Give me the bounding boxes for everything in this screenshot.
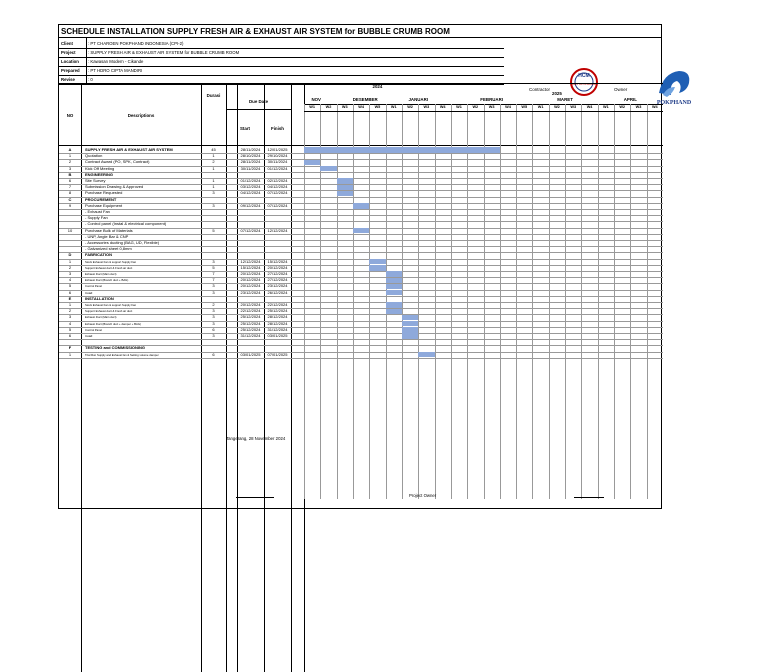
row-duration: 3 [212, 283, 215, 289]
row-description: Submission Drawing & Approved [85, 184, 144, 190]
row-description: Purchase Bulk of Materials [85, 227, 133, 233]
year-2025: 2025 [552, 91, 562, 96]
gantt-bar [402, 333, 418, 339]
row-no: 4 [68, 320, 72, 326]
year-2024: 2024 [372, 84, 383, 89]
row-duration: 6 [212, 326, 215, 332]
month-label: JANUARI [408, 97, 428, 102]
row-start: 04/12/2024 [240, 190, 261, 196]
row-finish: 01/12/2024 [267, 165, 288, 171]
row-duration: 3 [212, 308, 215, 314]
row-duration: 2 [212, 302, 215, 307]
row-no: 10 [67, 227, 73, 233]
row-duration: 7 [212, 277, 215, 283]
row-start: 09/12/2024 [240, 202, 261, 208]
contractor-label: Contractor [529, 87, 551, 92]
row-no: 1 [68, 351, 72, 357]
row-no: 6 [68, 333, 72, 338]
week-label: W2 [619, 105, 626, 109]
info-label: Project [61, 50, 76, 55]
row-duration: 2 [212, 159, 215, 165]
week-label: W2 [407, 105, 413, 109]
row-no: 2 [68, 264, 72, 270]
row-start: 28/10/2024 [240, 153, 261, 159]
row-description: ENGINEERING [85, 171, 114, 177]
row-description: Exhaust Duct (Branch duct + BAG) [85, 278, 129, 283]
row-finish: 29/10/2024 [267, 153, 288, 159]
row-finish: 28/12/2024 [267, 314, 288, 320]
gantt-bar [402, 321, 418, 327]
month-label: DESEMBER [352, 97, 378, 102]
row-finish: 03/01/2025 [267, 333, 288, 338]
week-divider-h [304, 111, 663, 112]
row-description: Support Exhaust duct & Fresh air duct [85, 265, 133, 270]
row-no: F [68, 345, 72, 351]
week-label: W5 [374, 105, 381, 109]
row-duration: 3 [212, 289, 215, 295]
row-no: 6 [68, 178, 72, 183]
month-label: APRIL [623, 97, 637, 102]
row-duration: 3 [212, 333, 215, 338]
row-description: Exhaust Duct (Main duct) [85, 272, 117, 276]
row-description: Purchase Requested [85, 190, 123, 196]
gantt-bar [304, 160, 320, 166]
row-no: 6 [68, 289, 72, 295]
row-start: 20/12/2024 [240, 302, 261, 307]
week-label: W1 [537, 105, 544, 109]
row-description: Contract Award (PO, SPK, Contract) [85, 159, 150, 165]
week-label: W4 [651, 105, 658, 109]
row-finish: 12/01/2025 [267, 147, 288, 152]
row-start: 20/12/2024 [240, 283, 261, 289]
week-label: W5 [521, 105, 528, 109]
row-finish: 31/12/2024 [267, 326, 288, 332]
row-finish: 07/12/2024 [267, 202, 288, 208]
row-no: 5 [68, 283, 72, 289]
row-no: 3 [68, 314, 72, 320]
row-description: TESTING and COMMISSIONING [85, 345, 146, 351]
row-duration: 6 [212, 351, 215, 357]
week-label: W3 [423, 105, 430, 109]
week-label: W1 [309, 105, 315, 109]
row-no: 1 [68, 302, 72, 307]
row-description: - UNP, Angle Bar & CNP [85, 233, 129, 239]
row-description: Quotation [85, 153, 103, 159]
week-label: W4 [358, 105, 364, 109]
row-finish: 28/12/2024 [267, 320, 288, 326]
week-label: W3 [635, 105, 642, 109]
row-duration: 5 [212, 227, 215, 233]
row-start: 03/12/2024 [240, 184, 261, 190]
row-description: Kick Off Meeting [85, 165, 115, 171]
info-label: Prepared [61, 68, 80, 73]
row-description: Exhaust Duct (Branch duct + damper + BAG) [85, 321, 141, 326]
row-no: 4 [68, 277, 72, 283]
row-no: 5 [68, 326, 72, 332]
week-label: W4 [439, 105, 446, 109]
row-duration: 3 [212, 190, 215, 196]
row-finish: 27/12/2024 [267, 271, 288, 276]
row-description: PROCUREMENT [85, 196, 117, 202]
col-duration-header: Durasi [206, 93, 221, 98]
row-description: - Control panel (Instal & electrical component) [85, 221, 167, 227]
week-label: W1 [456, 105, 462, 109]
project-owner-label: Project Owner [409, 493, 437, 498]
row-description: Control Panel [85, 284, 102, 289]
place-date: Tangerang, 28 November 2024 [226, 436, 286, 441]
row-start: 03/01/2025 [240, 351, 261, 357]
document-title: SCHEDULE INSTALLATION SUPPLY FRESH AIR & EXHAUST AIR SYSTEM for BUBBLE CRUMB ROOM [59, 25, 661, 38]
row-finish: 15/12/2024 [267, 258, 288, 264]
gantt-bar [369, 259, 385, 265]
row-finish: 30/11/2024 [267, 159, 288, 165]
row-no: 1 [68, 153, 72, 159]
row-description: INSTALLATION [85, 295, 114, 301]
row-description: Stock Exhaust Fan & support Supply Fan [85, 259, 137, 264]
col-start-header: Start [239, 126, 250, 131]
row-description: - Exhaust Fan [85, 209, 110, 214]
month-label: MARET [557, 97, 573, 102]
row-description: Install [85, 290, 93, 295]
gantt-bar [386, 290, 402, 296]
info-value: : Kawasan Modern - Cikande [88, 59, 144, 64]
gantt-bar [337, 178, 353, 184]
col-desc-header: Descriptions [127, 113, 155, 118]
week-label: W4 [505, 105, 511, 109]
info-label: Client [61, 41, 73, 46]
row-no: 2 [68, 159, 72, 165]
row-duration: 1 [212, 184, 215, 190]
row-description: Site Survey [85, 178, 106, 183]
row-description: - Supply Fan [85, 215, 108, 221]
week-label: W4 [586, 105, 593, 109]
info-value: : 0 [88, 77, 93, 82]
week-label: W2 [325, 105, 332, 109]
row-description: Install [85, 334, 93, 338]
row-description: Exhaust Duct (Main duct) [85, 315, 117, 320]
gantt-bar [320, 166, 336, 172]
row-finish: 23/12/2024 [267, 283, 288, 289]
gantt-bar [386, 271, 402, 277]
schedule-sheet [58, 24, 692, 509]
row-duration: 45 [211, 147, 216, 152]
row-start: 25/12/2024 [240, 320, 261, 326]
row-duration: 3 [212, 202, 215, 208]
owner-label: Owner [614, 87, 628, 92]
row-start: 25/12/2024 [240, 326, 261, 332]
month-label: NOV [311, 97, 321, 102]
row-description: Support Exhaust duct & Fresh air duct [85, 309, 133, 314]
row-duration: 3 [212, 258, 215, 264]
gantt-bar [402, 327, 418, 333]
info-value: : SUPPLY FRESH AIR & EXHAUST AIR SYSTEM for BUBBLE CRUMB ROOM [88, 50, 240, 55]
row-no: 1 [68, 258, 72, 264]
row-description: Stock Exhaust Fan & support Supply Fan [85, 303, 137, 307]
row-no: D [68, 252, 72, 258]
gantt-bar [337, 191, 353, 197]
row-divider [59, 339, 663, 340]
owner-logo-text: POKPHAND [656, 100, 692, 106]
row-no: A [68, 147, 72, 152]
month-label: FEBRUARI [480, 97, 503, 102]
row-description: Trial Run Supply and Exhaust fan & Setting volume damper [85, 352, 159, 357]
gantt-bar [402, 315, 418, 321]
info-value: : PT CHAROEN POKPHAND INDONESIA (CPI-2) [88, 41, 184, 46]
row-start: 12/12/2024 [240, 258, 261, 264]
row-start: 28/11/2024 [240, 159, 261, 165]
signature-line-left [236, 497, 274, 498]
gantt-bar [386, 302, 402, 308]
row-start: 23/12/2024 [240, 289, 261, 295]
header-bottom-line [59, 145, 663, 146]
row-finish: 07/12/2024 [267, 190, 288, 196]
row-start: 30/11/2024 [240, 165, 261, 171]
week-label: W3 [488, 105, 495, 109]
gantt-bar [353, 203, 369, 209]
contractor-logo-ring-text: HDRO CIPTA MANDIRI [570, 83, 598, 86]
gantt-bar [369, 265, 385, 271]
row-duration: 1 [212, 165, 215, 171]
info-label: Revise [61, 77, 75, 82]
row-divider [59, 358, 663, 359]
row-duration: 3 [212, 320, 215, 326]
row-finish: 07/01/2025 [267, 351, 288, 357]
gantt-bar [337, 185, 353, 191]
signature-line-right [574, 497, 604, 498]
info-value: : PT HDRO CIPTA MANDIRI [88, 68, 143, 73]
row-start: 20/12/2024 [240, 277, 261, 283]
row-start: 01/12/2024 [240, 178, 261, 183]
row-no: B [68, 171, 72, 177]
row-no: C [68, 196, 72, 202]
row-no: 8 [68, 190, 72, 196]
gantt-bar [418, 352, 434, 358]
row-description: SUPPLY FRESH AIR & EXHAUST AIR SYSTEM [85, 147, 173, 152]
row-duration: 1 [212, 153, 215, 159]
row-description: Control Panel [85, 327, 102, 332]
row-no: 2 [68, 308, 72, 314]
col-finish-header: Finish [271, 126, 284, 131]
row-start: 22/12/2024 [240, 308, 261, 314]
due-date-divider [226, 109, 291, 110]
row-start: 07/12/2024 [240, 227, 261, 233]
gantt-bar [304, 147, 500, 153]
row-description: - Accessories ducting (BAG, UD, Flexible) [85, 240, 160, 245]
row-finish: 12/12/2024 [267, 227, 288, 233]
row-start: 25/12/2024 [240, 314, 261, 320]
row-no: 7 [68, 184, 72, 190]
row-description: Purchase Equipment [85, 202, 123, 208]
row-finish: 02/12/2024 [267, 178, 288, 183]
col-no-header: NO [66, 113, 74, 118]
row-no: E [68, 295, 72, 301]
week-label: W2 [472, 105, 479, 109]
row-no: 3 [68, 165, 72, 171]
row-finish: 27/12/2024 [267, 277, 288, 283]
schedule-grid [59, 25, 663, 510]
gantt-bar [353, 228, 369, 234]
row-start: 20/12/2024 [240, 271, 261, 276]
row-finish: 26/12/2024 [267, 289, 288, 295]
gantt-bar [386, 309, 402, 315]
week-label: W3 [341, 105, 348, 109]
row-finish: 25/12/2024 [267, 308, 288, 314]
row-duration: 7 [212, 271, 215, 276]
info-label: Location [61, 59, 79, 64]
gantt-bar [386, 284, 402, 290]
row-start: 28/11/2024 [240, 147, 261, 152]
week-label: W1 [603, 105, 609, 109]
col-due-date-header: Due Date [248, 99, 269, 104]
row-duration: 3 [212, 314, 215, 320]
row-start: 31/12/2024 [240, 333, 261, 338]
row-description: FABRICATION [85, 252, 113, 258]
gantt-bar [386, 278, 402, 284]
row-finish: 04/12/2024 [267, 184, 288, 190]
row-duration: 1 [212, 178, 215, 183]
row-duration: 5 [212, 264, 215, 270]
row-no: 3 [68, 271, 72, 276]
week-label: W3 [570, 105, 577, 109]
row-finish: 22/12/2024 [267, 302, 288, 307]
contractor-logo-text: HCM [578, 73, 590, 79]
week-label: W1 [390, 105, 397, 109]
row-start: 15/12/2024 [240, 264, 261, 270]
week-label: W2 [554, 105, 560, 109]
row-description: - Galvanized sheet 0,8mm [85, 246, 132, 252]
row-finish: 20/12/2024 [267, 264, 288, 270]
row-no: 9 [68, 202, 72, 208]
